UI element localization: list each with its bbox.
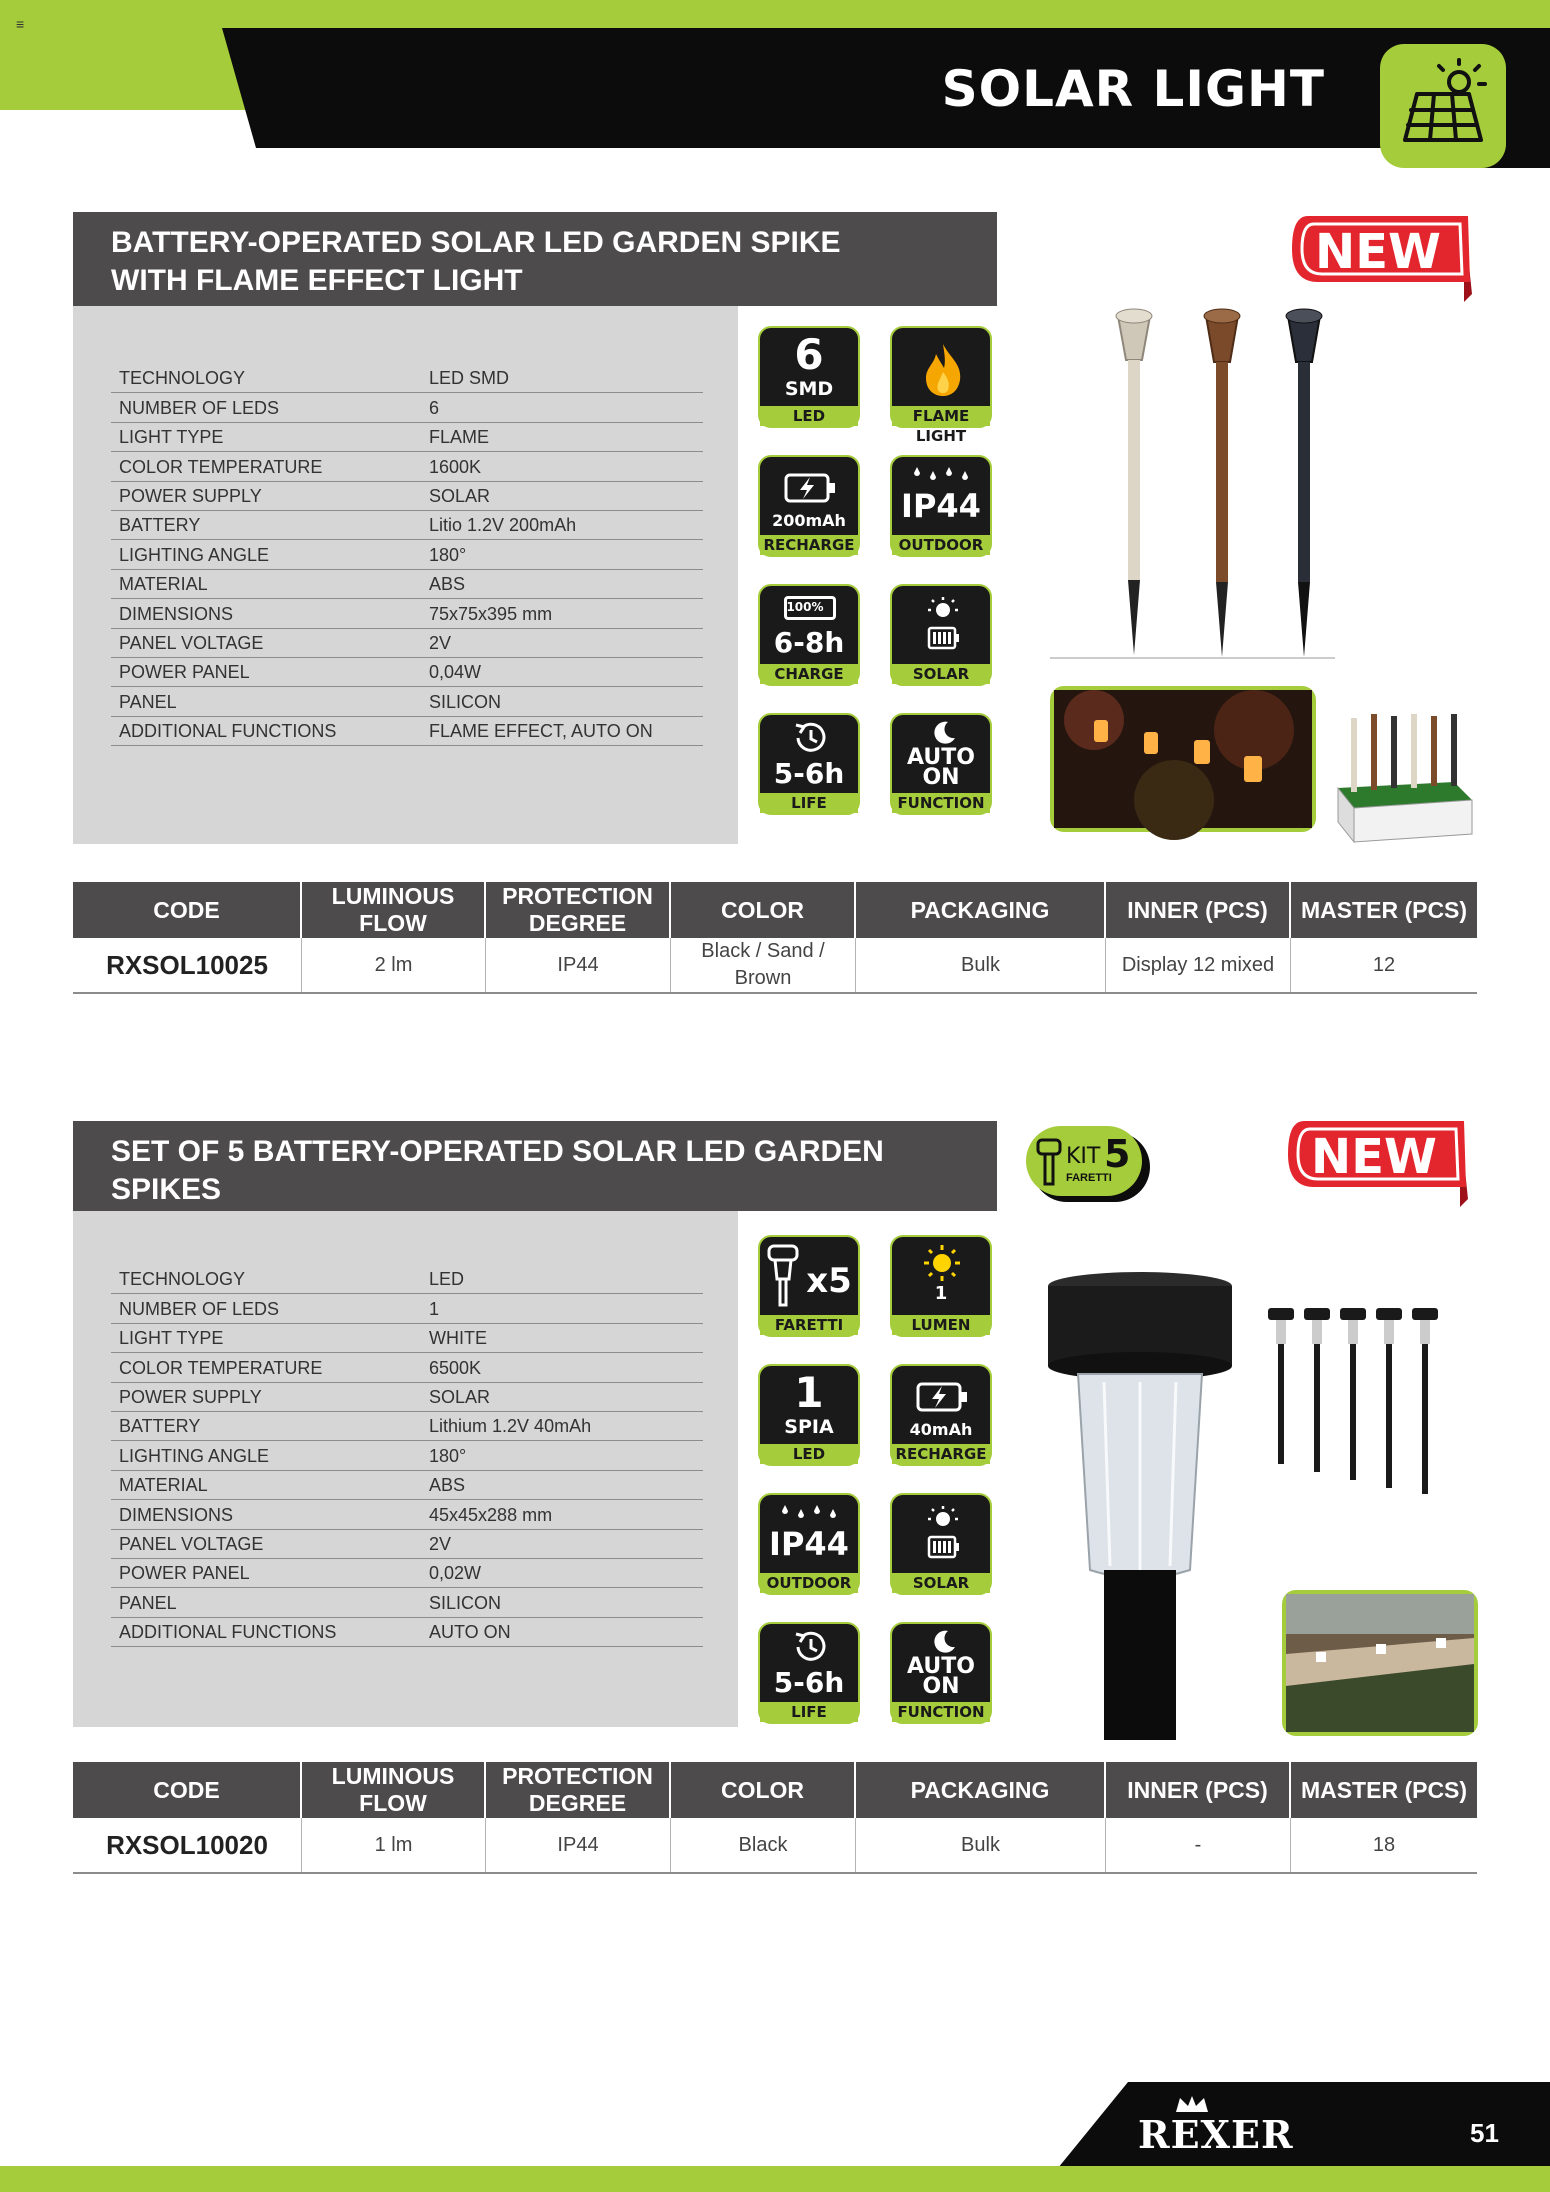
- tile-label: SOLAR: [892, 664, 990, 684]
- spec-value: ABS: [429, 574, 466, 595]
- spec-label: ADDITIONAL FUNCTIONS: [119, 721, 337, 742]
- spec-row: [111, 687, 703, 716]
- column-header: MASTER (PCS): [1300, 896, 1468, 923]
- tile-label: FLAME LIGHT: [892, 406, 990, 426]
- tile-sub: ON: [922, 1674, 960, 1699]
- column-header: INNER (PCS): [1106, 1762, 1291, 1818]
- feature-tile: [890, 1364, 992, 1466]
- product-code: RXSOL10020: [73, 1818, 302, 1872]
- spec-row: [111, 1412, 703, 1441]
- column-header: COLOR: [671, 1762, 856, 1818]
- tile-sub: 40mAh: [909, 1420, 973, 1439]
- feature-tile: [758, 326, 860, 428]
- spec-value: Litio 1.2V 200mAh: [429, 515, 577, 536]
- tile-label: FARETTI: [760, 1315, 858, 1335]
- luminous-flow-value: 2 lm: [302, 938, 486, 992]
- spec-label: TECHNOLOGY: [119, 1269, 246, 1290]
- code-table-header: [73, 882, 1477, 938]
- tile-label: OUTDOOR: [892, 535, 990, 555]
- spec-value: 0,04W: [429, 662, 482, 683]
- spec-value: FLAME EFFECT, AUTO ON: [429, 721, 653, 742]
- column-header: PACKAGING: [856, 882, 1106, 938]
- timer-icon: [790, 1628, 830, 1671]
- spike-lamp-icon: [1034, 1138, 1064, 1188]
- spec-label: NUMBER OF LEDS: [119, 397, 280, 418]
- packaging-value: Bulk: [856, 938, 1106, 992]
- photo-display-box: [1334, 704, 1474, 844]
- spec-label: POWER PANEL: [119, 1563, 250, 1584]
- tile-value: 6: [794, 330, 824, 379]
- color-value: Black / Sand / Brown: [671, 938, 856, 992]
- column-header: CODE: [73, 882, 302, 938]
- tile-sub: 200mAh: [772, 511, 846, 530]
- code-table-header: [73, 1762, 1477, 1818]
- spec-row: [111, 1353, 703, 1382]
- tile-label: FUNCTION: [892, 1702, 990, 1722]
- spec-value: LED SMD: [429, 368, 510, 389]
- spec-label: POWER SUPPLY: [119, 485, 262, 506]
- spec-label: BATTERY: [119, 515, 201, 536]
- tile-value: 1: [794, 1368, 824, 1417]
- spec-row: [111, 511, 703, 540]
- spec-row: [111, 1530, 703, 1559]
- tile-sub: SMD: [784, 378, 834, 400]
- kit-badge: [1024, 1126, 1154, 1204]
- feature-tile: [758, 455, 860, 557]
- sun-icon: [920, 1243, 964, 1288]
- tile-value: AUTO: [907, 745, 975, 770]
- battery-charge-icon: [784, 471, 838, 510]
- product-title: [73, 1121, 997, 1211]
- spec-value: 1: [429, 1298, 440, 1319]
- spec-value: SILICON: [429, 1592, 502, 1613]
- column-header: PROTECTION DEGREE: [486, 882, 671, 938]
- spec-value: AUTO ON: [429, 1622, 511, 1643]
- tile-label: LED: [760, 1444, 858, 1464]
- spec-label: LIGHT TYPE: [119, 1328, 224, 1349]
- timer-icon: [790, 719, 830, 762]
- rain-icon: [911, 465, 975, 488]
- spec-row: [111, 1441, 703, 1470]
- spec-row: [111, 540, 703, 569]
- spec-label: COLOR TEMPERATURE: [119, 1357, 323, 1378]
- spec-row: [111, 1618, 703, 1647]
- spec-value: ABS: [429, 1475, 466, 1496]
- spec-label: LIGHT TYPE: [119, 427, 224, 448]
- sun-battery-icon: [918, 596, 968, 661]
- spec-row: [111, 658, 703, 687]
- spec-label: TECHNOLOGY: [119, 368, 246, 389]
- tile-value: AUTO: [907, 1654, 975, 1679]
- spec-row: [111, 599, 703, 628]
- column-header: COLOR: [671, 882, 856, 938]
- color-value: Black: [671, 1818, 856, 1872]
- tile-label: RECHARGE: [760, 535, 858, 555]
- spec-row: [111, 1588, 703, 1617]
- tile-value: 5-6h: [773, 1666, 845, 1699]
- table-row: [73, 938, 1477, 994]
- product-title-line: BATTERY-OPERATED SOLAR LED GARDEN SPIKE: [111, 226, 841, 259]
- spec-label: ADDITIONAL FUNCTIONS: [119, 1622, 337, 1643]
- spec-label: MATERIAL: [119, 574, 208, 595]
- spec-label: LIGHTING ANGLE: [119, 1445, 270, 1466]
- spec-value: SOLAR: [429, 1386, 491, 1407]
- photo-garden-path: [1282, 1590, 1478, 1736]
- tile-sub: ON: [922, 765, 960, 790]
- feature-tile: [890, 1493, 992, 1595]
- spec-value: SILICON: [429, 691, 502, 712]
- packaging-value: Bulk: [856, 1818, 1106, 1872]
- spec-row: [111, 1294, 703, 1323]
- feature-tile: [890, 713, 992, 815]
- spec-row: [111, 1500, 703, 1529]
- inner-value: -: [1106, 1818, 1291, 1872]
- spec-label: DIMENSIONS: [119, 1504, 234, 1525]
- left-accent-block: [0, 0, 260, 110]
- feature-tile: [890, 584, 992, 686]
- spec-table: [111, 364, 703, 746]
- page-title: SOLAR LIGHT: [941, 60, 1325, 118]
- spec-row: [111, 482, 703, 511]
- spec-value: 2V: [429, 632, 452, 653]
- luminous-flow-value: 1 lm: [302, 1818, 486, 1872]
- spec-value: FLAME: [429, 427, 490, 448]
- spec-row: [111, 1559, 703, 1588]
- spec-label: PANEL VOLTAGE: [119, 1533, 264, 1554]
- kit-number: 5: [1104, 1132, 1131, 1176]
- spec-row: [111, 570, 703, 599]
- tile-label: RECHARGE: [892, 1444, 990, 1464]
- feature-tile: [758, 1622, 860, 1724]
- spec-value: Lithium 1.2V 40mAh: [429, 1416, 592, 1437]
- protection-value: IP44: [486, 1818, 671, 1872]
- feature-tile: [890, 1622, 992, 1724]
- page-number: 51: [1470, 2118, 1499, 2148]
- sun-battery-icon: [918, 1505, 968, 1570]
- product-photo-five-spikes: [1262, 1300, 1452, 1510]
- feature-tile: [890, 455, 992, 557]
- spec-label: PANEL: [119, 1592, 177, 1613]
- spec-row: [111, 423, 703, 452]
- brand-logo: REXER: [1138, 2112, 1294, 2157]
- footer-accent-bar: [0, 2166, 1550, 2192]
- product-title: [73, 212, 997, 306]
- spec-value: LED: [429, 1269, 465, 1290]
- tile-label: SOLAR: [892, 1573, 990, 1593]
- solar-panel-icon: [1380, 44, 1506, 168]
- spec-row: [111, 364, 703, 393]
- protection-value: IP44: [486, 938, 671, 992]
- product-title-line: SET OF 5 BATTERY-OPERATED SOLAR LED GARDEN: [111, 1135, 884, 1168]
- kit-label: KIT: [1066, 1144, 1101, 1169]
- tile-label: LIFE: [760, 1702, 858, 1722]
- spec-row: [111, 717, 703, 746]
- header-bar: [222, 28, 1550, 148]
- spec-value: 180°: [429, 544, 467, 565]
- feature-tile: [758, 1235, 860, 1337]
- spec-label: COLOR TEMPERATURE: [119, 456, 323, 477]
- spec-value: 6: [429, 397, 440, 418]
- spec-label: POWER PANEL: [119, 662, 250, 683]
- spec-row: [111, 1383, 703, 1412]
- product-code: RXSOL10025: [73, 938, 302, 992]
- spec-value: 180°: [429, 1445, 467, 1466]
- column-header: CODE: [73, 1762, 302, 1818]
- new-badge: [1284, 1117, 1476, 1207]
- new-badge: [1288, 212, 1480, 302]
- tile-label: OUTDOOR: [760, 1573, 858, 1593]
- column-header: LUMINOUS FLOW: [302, 882, 486, 938]
- column-header: PACKAGING: [856, 1762, 1106, 1818]
- tile-sub: SPIA: [784, 1416, 834, 1438]
- spec-label: PANEL: [119, 691, 177, 712]
- column-header: MASTER (PCS): [1300, 1776, 1468, 1803]
- tile-label: CHARGE: [760, 664, 858, 684]
- feature-tile: [758, 1364, 860, 1466]
- tile-sub: 100%: [786, 600, 824, 614]
- tile-label: LIFE: [760, 793, 858, 813]
- rain-icon: [779, 1503, 843, 1526]
- feature-tile: [758, 584, 860, 686]
- spec-value: 0,02W: [429, 1563, 482, 1584]
- feature-tile: [890, 1235, 992, 1337]
- spec-label: POWER SUPPLY: [119, 1386, 262, 1407]
- product-photo-spikes: [1050, 300, 1340, 660]
- new-badge-label: NEW: [1311, 1129, 1437, 1185]
- tile-value: 5-6h: [773, 757, 845, 790]
- new-badge-label: NEW: [1315, 224, 1441, 280]
- code-table: [73, 1762, 1477, 1874]
- feature-tile: [758, 1493, 860, 1595]
- photo-night-garden: [1050, 686, 1316, 832]
- column-header: INNER (PCS): [1106, 882, 1291, 938]
- spec-label: LIGHTING ANGLE: [119, 544, 270, 565]
- master-value: 18: [1372, 1833, 1396, 1856]
- feature-tile: [890, 326, 992, 445]
- battery-charge-icon: [916, 1380, 970, 1419]
- tile-label: FUNCTION: [892, 793, 990, 813]
- product-title-line: WITH FLAME EFFECT LIGHT: [111, 264, 523, 297]
- column-header: LUMINOUS FLOW: [302, 1762, 486, 1818]
- tile-sub: 1: [934, 1283, 948, 1304]
- menu-icon[interactable]: ≡: [16, 16, 25, 32]
- spec-row: [111, 1471, 703, 1500]
- spec-panel: [73, 306, 738, 844]
- spec-value: SOLAR: [429, 485, 491, 506]
- spec-value: WHITE: [429, 1328, 487, 1349]
- flame-icon: [920, 342, 966, 403]
- tile-label: LUMEN: [892, 1315, 990, 1335]
- column-header: PROTECTION DEGREE: [486, 1762, 671, 1818]
- spec-label: DIMENSIONS: [119, 603, 234, 624]
- spec-value: 1600K: [429, 456, 482, 477]
- spec-label: NUMBER OF LEDS: [119, 1298, 280, 1319]
- crown-icon: [1172, 2094, 1212, 2114]
- inner-value: Display 12 mixed: [1106, 938, 1291, 992]
- spec-label: BATTERY: [119, 1416, 201, 1437]
- spec-row: [111, 629, 703, 658]
- spec-value: 45x45x288 mm: [429, 1504, 553, 1525]
- spec-value: 75x75x395 mm: [429, 603, 553, 624]
- spec-label: PANEL VOLTAGE: [119, 632, 264, 653]
- table-row: [73, 1818, 1477, 1874]
- spec-value: 6500K: [429, 1357, 482, 1378]
- spec-value: 2V: [429, 1533, 452, 1554]
- product-title-line: SPIKES: [111, 1173, 222, 1206]
- tile-value: x5: [806, 1261, 852, 1301]
- spec-table: [111, 1265, 703, 1647]
- spec-row: [111, 1324, 703, 1353]
- master-value: 12: [1372, 953, 1396, 976]
- product-photo-lamp-closeup: [1040, 1270, 1240, 1740]
- feature-tile: [758, 713, 860, 815]
- kit-sub: FARETTI: [1066, 1172, 1112, 1184]
- tile-value: IP44: [901, 487, 981, 525]
- spec-row: [111, 452, 703, 481]
- tile-label: LED: [760, 406, 858, 426]
- code-table: [73, 882, 1477, 994]
- tile-value: IP44: [769, 1525, 849, 1563]
- tile-value: 6-8h: [773, 626, 845, 659]
- spec-row: [111, 393, 703, 422]
- spec-label: MATERIAL: [119, 1475, 208, 1496]
- spec-row: [111, 1265, 703, 1294]
- spec-panel: [73, 1211, 738, 1727]
